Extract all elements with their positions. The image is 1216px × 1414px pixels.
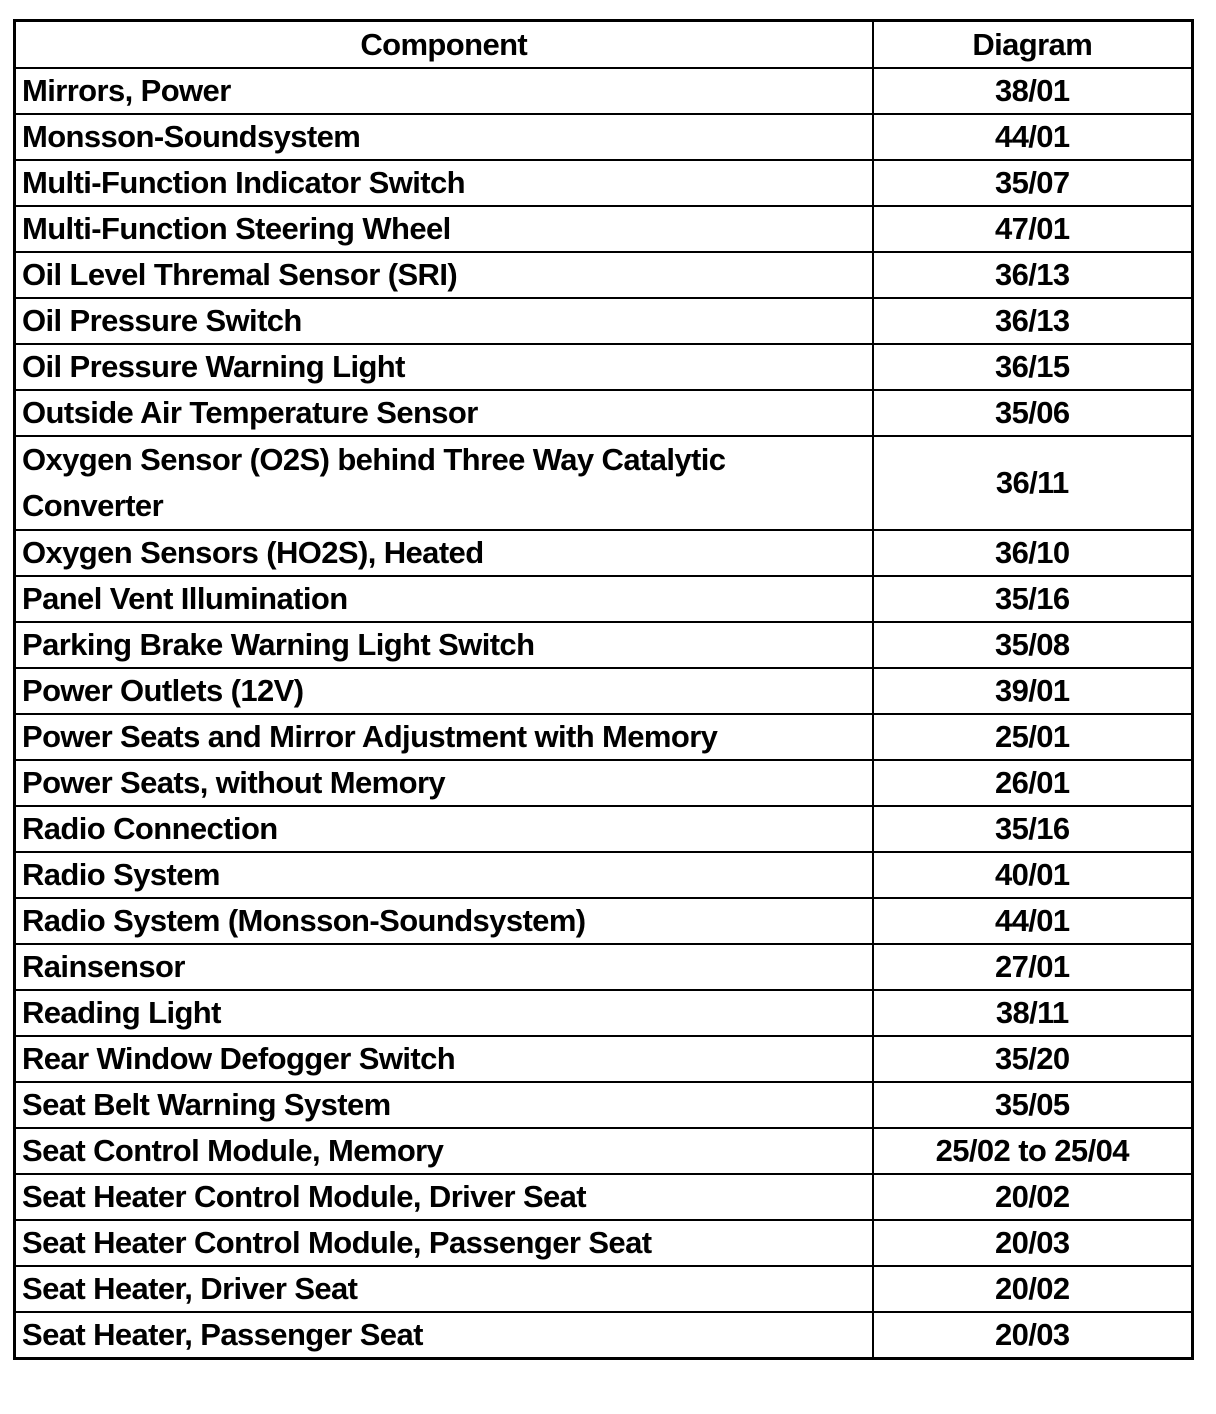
diagram-cell: 20/02	[873, 1174, 1193, 1220]
table-row	[15, 114, 1193, 160]
table-row	[15, 206, 1193, 252]
component-cell: Reading Light	[15, 990, 873, 1036]
component-cell: Oil Pressure Warning Light	[15, 344, 873, 390]
component-cell: Multi-Function Steering Wheel	[15, 206, 873, 252]
diagram-cell: 44/01	[873, 114, 1193, 160]
table-row	[15, 852, 1193, 898]
diagram-cell: 36/15	[873, 344, 1193, 390]
diagram-cell: 39/01	[873, 668, 1193, 714]
component-cell: Parking Brake Warning Light Switch	[15, 622, 873, 668]
component-cell: Seat Belt Warning System	[15, 1082, 873, 1128]
diagram-cell: 35/07	[873, 160, 1193, 206]
diagram-cell: 35/08	[873, 622, 1193, 668]
component-cell: Rainsensor	[15, 944, 873, 990]
component-cell: Monsson-Soundsystem	[15, 114, 873, 160]
table-header	[15, 21, 1193, 69]
component-cell: Seat Heater Control Module, Passenger Seat	[15, 1220, 873, 1266]
table-row	[15, 806, 1193, 852]
component-cell: Oil Pressure Switch	[15, 298, 873, 344]
diagram-cell: 25/01	[873, 714, 1193, 760]
table-row	[15, 298, 1193, 344]
diagram-cell: 35/06	[873, 390, 1193, 436]
diagram-cell: 27/01	[873, 944, 1193, 990]
diagram-cell: 20/03	[873, 1312, 1193, 1359]
component-cell: Seat Heater, Passenger Seat	[15, 1312, 873, 1359]
component-cell: Oxygen Sensor (O2S) behind Three Way Catalytic Converter	[15, 436, 873, 530]
diagram-cell: 35/05	[873, 1082, 1193, 1128]
diagram-cell: 20/03	[873, 1220, 1193, 1266]
component-cell: Multi-Function Indicator Switch	[15, 160, 873, 206]
header-row	[15, 21, 1193, 69]
table-row	[15, 436, 1193, 530]
table-row	[15, 530, 1193, 576]
table-row	[15, 668, 1193, 714]
table-row	[15, 344, 1193, 390]
diagram-cell: 35/16	[873, 576, 1193, 622]
component-column-header: Component	[15, 21, 873, 69]
diagram-cell: 35/20	[873, 1036, 1193, 1082]
table-row	[15, 1128, 1193, 1174]
component-cell: Radio System	[15, 852, 873, 898]
diagram-cell: 36/13	[873, 298, 1193, 344]
component-cell: Panel Vent Illumination	[15, 576, 873, 622]
table-row	[15, 68, 1193, 114]
component-cell: Rear Window Defogger Switch	[15, 1036, 873, 1082]
component-cell: Seat Control Module, Memory	[15, 1128, 873, 1174]
table-row	[15, 1312, 1193, 1359]
diagram-cell: 38/01	[873, 68, 1193, 114]
diagram-cell: 36/11	[873, 436, 1193, 530]
table-row	[15, 622, 1193, 668]
component-cell: Radio Connection	[15, 806, 873, 852]
component-cell: Oxygen Sensors (HO2S), Heated	[15, 530, 873, 576]
table-row	[15, 1036, 1193, 1082]
table-row	[15, 1082, 1193, 1128]
diagram-cell: 40/01	[873, 852, 1193, 898]
table-row	[15, 390, 1193, 436]
component-cell: Mirrors, Power	[15, 68, 873, 114]
table-row	[15, 1220, 1193, 1266]
table-row	[15, 252, 1193, 298]
component-diagram-table	[13, 19, 1194, 1360]
component-cell: Outside Air Temperature Sensor	[15, 390, 873, 436]
component-cell: Seat Heater Control Module, Driver Seat	[15, 1174, 873, 1220]
diagram-cell: 36/10	[873, 530, 1193, 576]
diagram-column-header: Diagram	[873, 21, 1193, 69]
component-cell: Seat Heater, Driver Seat	[15, 1266, 873, 1312]
diagram-cell: 47/01	[873, 206, 1193, 252]
diagram-cell: 38/11	[873, 990, 1193, 1036]
table-row	[15, 1174, 1193, 1220]
table-row	[15, 1266, 1193, 1312]
diagram-cell: 26/01	[873, 760, 1193, 806]
diagram-cell: 44/01	[873, 898, 1193, 944]
diagram-cell: 36/13	[873, 252, 1193, 298]
component-cell: Power Seats and Mirror Adjustment with Memory	[15, 714, 873, 760]
table-row	[15, 898, 1193, 944]
table-row	[15, 714, 1193, 760]
table-row	[15, 160, 1193, 206]
component-cell: Oil Level Thremal Sensor (SRI)	[15, 252, 873, 298]
table-row	[15, 990, 1193, 1036]
component-cell: Radio System (Monsson-Soundsystem)	[15, 898, 873, 944]
diagram-cell: 25/02 to 25/04	[873, 1128, 1193, 1174]
table-row	[15, 944, 1193, 990]
component-cell: Power Seats, without Memory	[15, 760, 873, 806]
diagram-cell: 20/02	[873, 1266, 1193, 1312]
diagram-cell: 35/16	[873, 806, 1193, 852]
table-row	[15, 576, 1193, 622]
table-row	[15, 760, 1193, 806]
table-body	[15, 68, 1193, 1359]
component-cell: Power Outlets (12V)	[15, 668, 873, 714]
